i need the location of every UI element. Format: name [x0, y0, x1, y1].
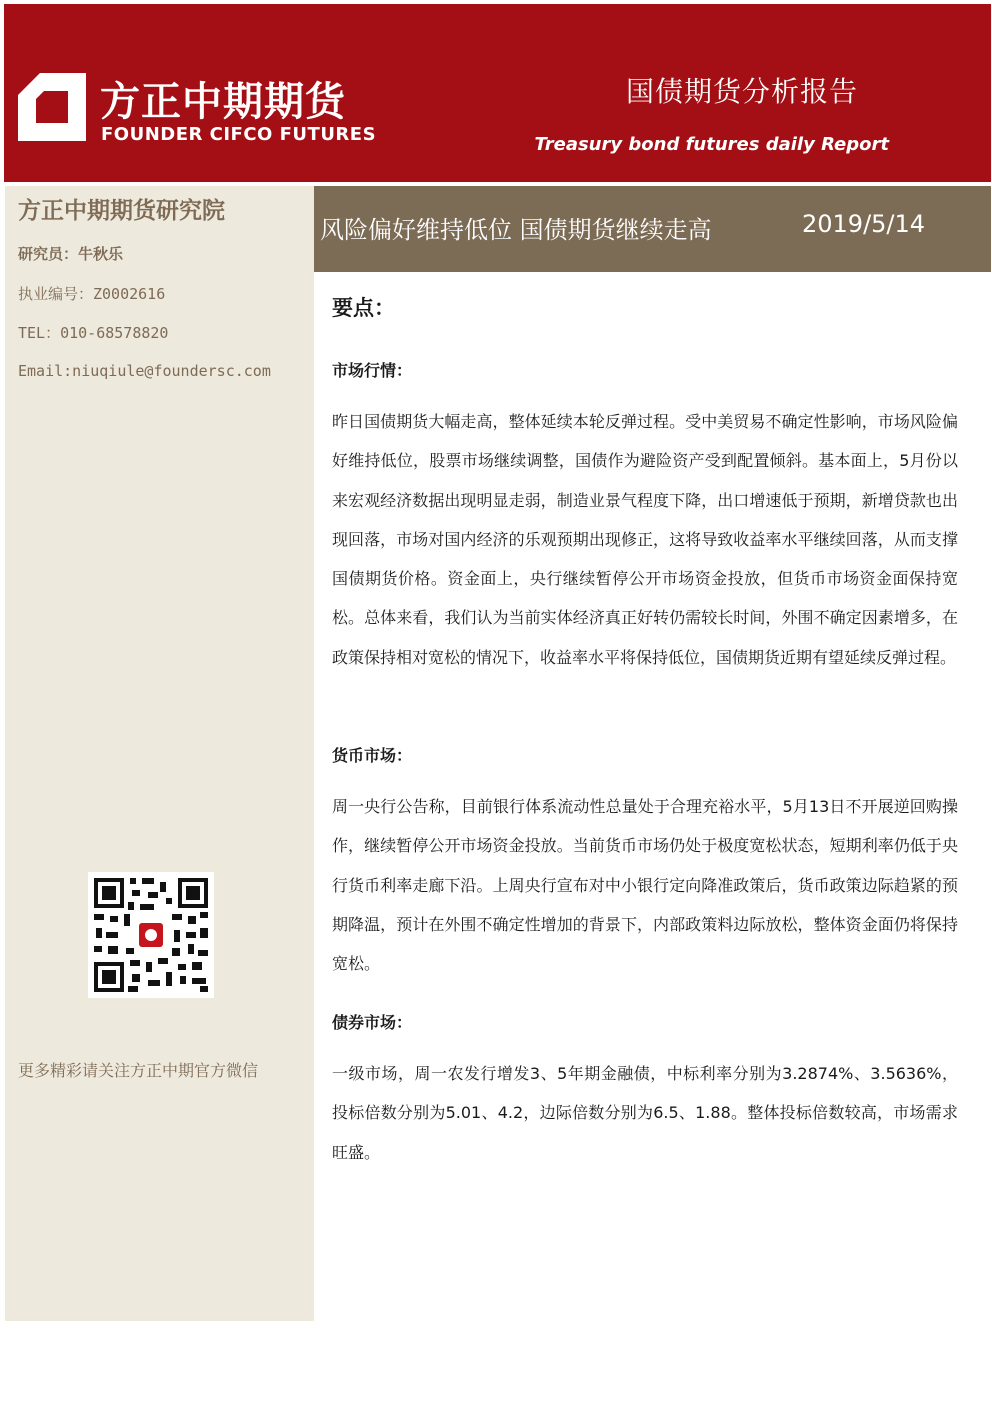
license-number: 执业编号：Z0002616: [18, 285, 166, 303]
founder-logo-icon: [18, 73, 86, 141]
section-bond-title: 债券市场：: [332, 1013, 413, 1032]
contact-email[interactable]: Email:niuqiule@foundersc.com: [18, 362, 271, 380]
section-money-title: 货币市场：: [332, 746, 413, 765]
company-logo-cn: 方正中期期货: [100, 79, 346, 125]
section-bond-text: 一级市场，周一农发行增发3、5年期金融债，中标利率分别为3.2874%、3.5636%，投标倍数分别为5.01、4.2，边际倍数分别为6.5、1.88。整体投标倍数较高，市场需求旺盛。: [332, 1064, 958, 1162]
company-logo-en: FOUNDER CIFCO FUTURES: [101, 124, 377, 145]
report-title: 风险偏好维持低位 国债期货继续走高: [320, 216, 712, 244]
key-points-heading: 要点：: [332, 296, 395, 320]
sidebar: [5, 186, 314, 1321]
section-market-title: 市场行情：: [332, 361, 413, 380]
sidebar-org-name: 方正中期期货研究院: [18, 198, 225, 224]
report-type-cn: 国债期货分析报告: [625, 75, 858, 108]
contact-tel: TEL：010-68578820: [18, 324, 169, 342]
report-type-en: Treasury bond futures daily Report: [534, 134, 889, 155]
report-date: 2019/5/14: [802, 210, 926, 238]
researcher-name: 研究员：牛秋乐: [18, 245, 124, 263]
section-money-text: 周一央行公告称，目前银行体系流动性总量处于合理充裕水平，5月13日不开展逆回购操作，继续暂停公开市场资金投放。当前货币市场仍处于极度宽松状态，短期利率仍低于央行货币利率走廊下沿。上周央行宣布对中小银行定向降准政策后，货币政策边际趋紧的预期降温，预计在外围不确定性增加的背景下，内部政策料边际放松，整体资金面仍将保持宽松。: [332, 797, 958, 974]
section-market-text: 昨日国债期货大幅走高，整体延续本轮反弹过程。受中美贸易不确定性影响，市场风险偏好维持低位，股票市场继续调整，国债作为避险资产受到配置倾斜。基本面上，5月份以来宏观经济数据出现明显走弱，制造业景气程度下降，出口增速低于预期，新增贷款也出现回落，市场对国内经济的乐观预期出现修正，这将导致收益率水平继续回落，从而支撑国债期货价格。资金面上，央行继续暂停公开市场资金投放，但货币市场资金面保持宽松。总体来看，我们认为当前实体经济真正好转仍需较长时间，外围不确定因素增多，在政策保持相对宽松的情况下，收益率水平将保持低位，国债期货近期有望延续反弹过程。: [332, 412, 958, 667]
wechat-follow-text: 更多精彩请关注方正中期官方微信: [18, 1061, 259, 1080]
wechat-qr-code-icon: [88, 872, 214, 998]
